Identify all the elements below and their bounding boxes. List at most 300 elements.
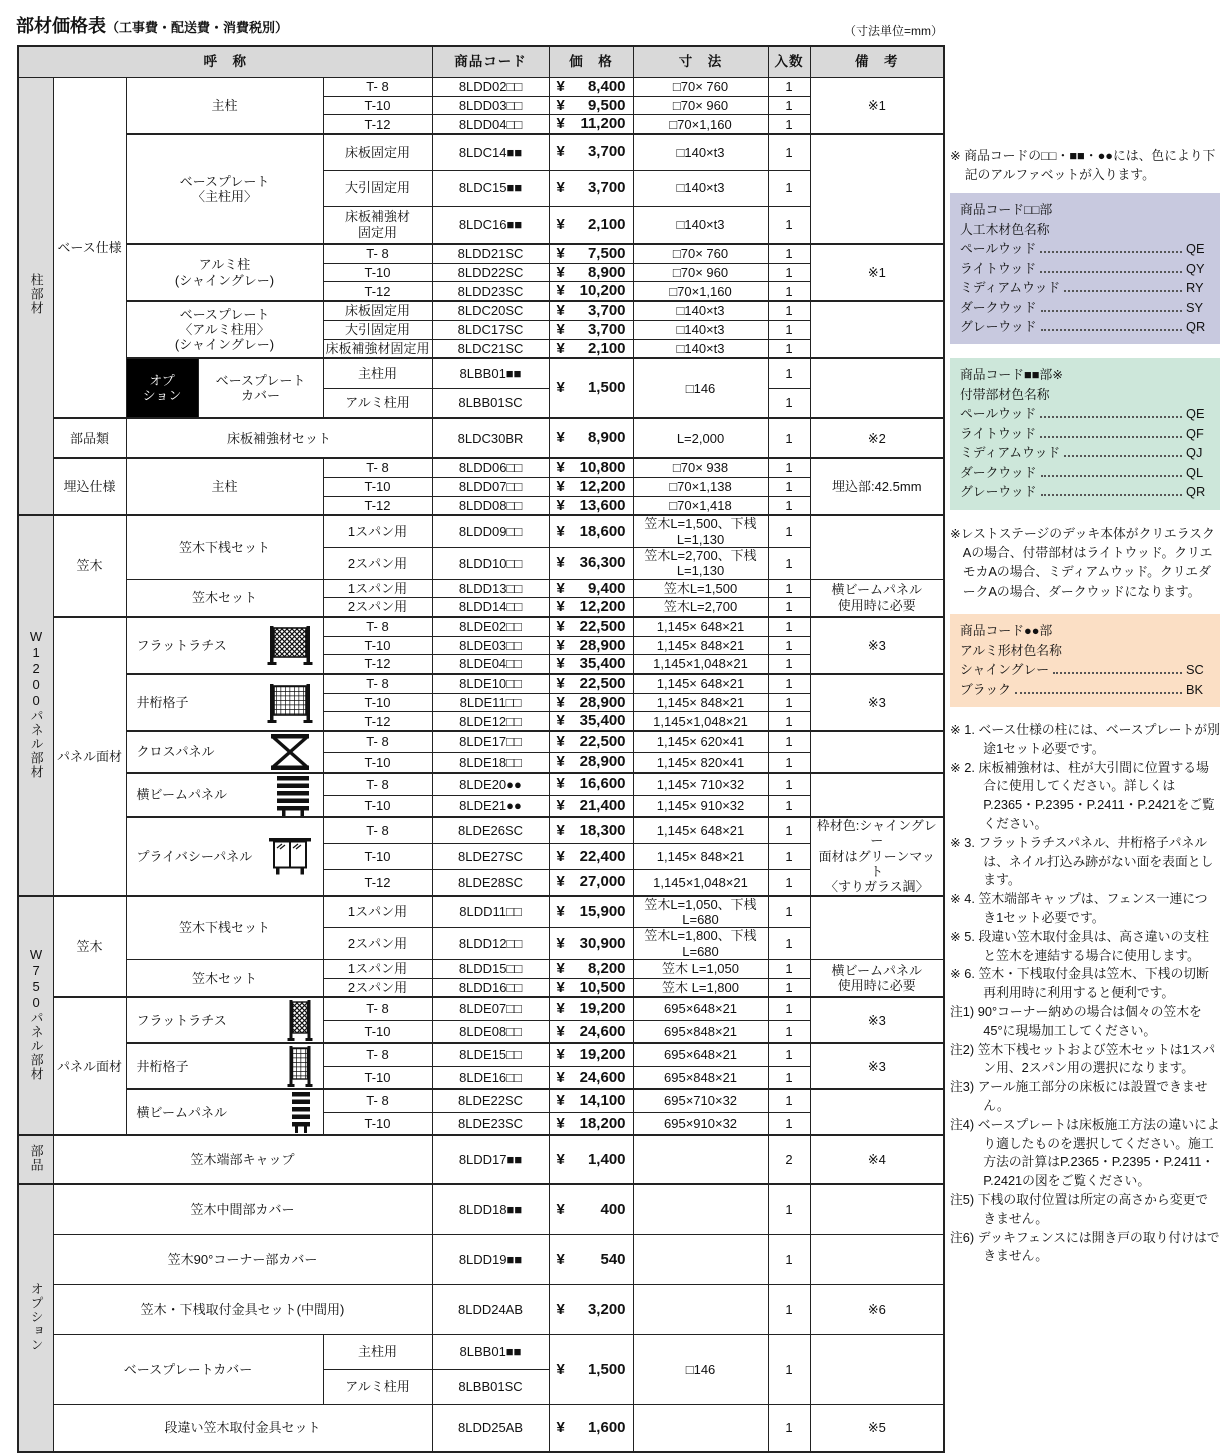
product-code: 8LDE18□□ <box>432 752 549 773</box>
quantity: 1 <box>768 496 810 515</box>
item-name: アルミ柱 (シャイングレー) <box>126 244 323 301</box>
price-value <box>549 1234 633 1284</box>
product-code: 8LDE21●● <box>432 795 549 817</box>
table-cell: 笠木L=1,800、下桟L=680 <box>633 928 768 960</box>
note-label: 注3) <box>950 1079 978 1095</box>
dimensions: L=2,000 <box>633 418 768 458</box>
dimensions: □140×t3 <box>633 339 768 358</box>
quantity: 1 <box>768 1184 810 1234</box>
price-amount: 8,200 <box>587 960 626 978</box>
dimensions <box>633 1135 768 1184</box>
dot-leader <box>1041 310 1182 312</box>
currency-symbol: ¥ <box>556 675 565 692</box>
color-code-row <box>960 298 1210 317</box>
table-row <box>18 1404 944 1452</box>
dimensions: □146 <box>633 1334 768 1404</box>
note-text: 床板補強材は、柱が大引間に位置する場合に使用してください。詳しくはP.2365・P.2395・P.2411・P.2421をご覧ください。 <box>978 759 1215 831</box>
price-amount: 3,700 <box>587 320 626 338</box>
product-code: 8LDE23SC <box>432 1112 549 1135</box>
price-value <box>549 928 633 960</box>
variant-label: T- 8 <box>323 458 432 477</box>
subcategory-label: 笠木 <box>53 896 126 998</box>
dimensions: □70×1,138 <box>633 477 768 496</box>
color-name: ミディアムウッド <box>960 280 1061 296</box>
color-code: QL <box>1186 464 1204 480</box>
item-name <box>126 731 323 773</box>
currency-symbol: ¥ <box>556 179 565 197</box>
panel-name-label: フラットラチス <box>136 637 227 653</box>
item-name <box>126 773 323 817</box>
dot-leader <box>1053 672 1182 674</box>
color-code-row <box>960 482 1210 501</box>
product-code: 8LDD06□□ <box>432 458 549 477</box>
quantity: 1 <box>768 598 810 617</box>
currency-symbol: ¥ <box>556 775 565 793</box>
dimensions: 1,145× 848×21 <box>633 693 768 712</box>
note-text: 笠木下桟セットおよび笠木セットは1スパン用、2スパン用の選択になります。 <box>977 1041 1216 1076</box>
item-name <box>126 817 323 896</box>
product-code: 8LDE07□□ <box>432 997 549 1020</box>
color-name: ダークウッド <box>960 464 1037 480</box>
header-qty: 入数 <box>768 46 810 78</box>
product-code: 8LBB01■■ <box>432 1334 549 1369</box>
price-value <box>549 1404 633 1452</box>
product-code: 8LDD11□□ <box>432 896 549 928</box>
price-amount: 22,500 <box>579 732 626 750</box>
price-amount: 22,500 <box>579 617 626 635</box>
currency-symbol: ¥ <box>556 1046 565 1064</box>
subcategory-label: 部品類 <box>53 418 126 458</box>
item-name: 主柱 <box>126 458 323 515</box>
color-code: RY <box>1186 280 1204 296</box>
currency-symbol: ¥ <box>556 496 565 514</box>
variant-label: アルミ柱用 <box>323 1369 432 1404</box>
price-amount: 18,600 <box>579 522 626 540</box>
price-amount: 1,500 <box>587 1360 626 1378</box>
price-value <box>549 598 633 617</box>
dimensions: 1,145× 620×41 <box>633 731 768 752</box>
beam-panel-icon <box>289 1090 313 1134</box>
quantity: 1 <box>768 674 810 693</box>
variant-label: T- 8 <box>323 731 432 752</box>
remarks: ※6 <box>810 1284 944 1334</box>
product-code: 8LBB01SC <box>432 1369 549 1404</box>
dimensions: □70× 760 <box>633 244 768 263</box>
note-text: 90°コーナー納めの場合は個々の笠木を45°に現場加工してください。 <box>977 1003 1202 1038</box>
variant-label: T- 8 <box>323 773 432 795</box>
price-value <box>549 206 633 244</box>
price-value <box>549 1184 633 1234</box>
category-label <box>18 1184 53 1452</box>
quantity: 1 <box>768 1112 810 1135</box>
price-amount: 30,900 <box>579 934 626 952</box>
price-amount: 11,200 <box>580 115 626 133</box>
price-amount: 35,400 <box>579 712 626 730</box>
quantity: 1 <box>768 1043 810 1066</box>
remarks: 横ビームパネル 使用時に必要 <box>810 960 944 998</box>
subcategory-label: パネル面材 <box>53 997 126 1135</box>
remarks <box>810 731 944 773</box>
price-value <box>549 896 633 928</box>
item-name: 笠木端部キャップ <box>53 1135 432 1184</box>
product-code: 8LDD10□□ <box>432 547 549 579</box>
quantity: 1 <box>768 960 810 979</box>
product-code: 8LDC17SC <box>432 320 549 339</box>
color-code: QR <box>1186 484 1206 500</box>
quantity: 1 <box>768 712 810 731</box>
dimensions: 1,145× 648×21 <box>633 817 768 843</box>
code-note: ※ 商品コードの□□・■■・●●には、色により下記のアルファベットが入ります。 <box>950 148 1216 183</box>
panel-name-label: クロスパネル <box>136 744 215 760</box>
igeta-grid-icon <box>287 1044 313 1088</box>
note-text: 笠木端部キャップは、フェンス一連につき1セット必要です。 <box>978 891 1208 925</box>
product-code: 8LDD22SC <box>432 263 549 282</box>
quantity: 1 <box>768 869 810 895</box>
note-label: 注5) <box>950 1191 978 1207</box>
product-code: 8LDD23SC <box>432 282 549 301</box>
variant-label: 2スパン用 <box>323 598 432 617</box>
currency-symbol: ¥ <box>556 579 565 597</box>
dimensions: 笠木L=1,500 <box>633 579 768 598</box>
price-amount: 540 <box>600 1250 626 1268</box>
remarks: ※4 <box>810 1135 944 1184</box>
dimensions: 1,145× 648×21 <box>633 674 768 693</box>
panel-name-label: フラットラチス <box>136 1012 227 1028</box>
quantity: 1 <box>768 477 810 496</box>
variant-label: T-10 <box>323 1112 432 1135</box>
quantity: 1 <box>768 997 810 1020</box>
legend-subtitle: 人工木材色名称 <box>960 221 1050 237</box>
quantity: 1 <box>768 96 810 115</box>
variant-label: 主柱用 <box>323 358 432 388</box>
color-code-row <box>960 404 1210 423</box>
table-row <box>18 579 944 598</box>
product-code: 8LDE12□□ <box>432 712 549 731</box>
note-text: ベースプレートは床板施工方法の違いにより適したものを選択してください。施工方法の計算はP.2365・P.2395・P.2411・P.2421の図をご覧ください。 <box>977 1116 1220 1189</box>
product-code: 8LDC30BR <box>432 418 549 458</box>
currency-symbol: ¥ <box>556 263 565 281</box>
price-amount: 8,900 <box>587 429 626 447</box>
currency-symbol: ¥ <box>556 1360 565 1378</box>
quantity: 1 <box>768 752 810 773</box>
price-amount: 28,900 <box>579 753 626 771</box>
product-code: 8LDE10□□ <box>432 674 549 693</box>
price-amount: 19,200 <box>579 1000 626 1018</box>
currency-symbol: ¥ <box>556 477 565 495</box>
privacy-panel-icon <box>267 834 313 878</box>
note-item <box>950 1229 1220 1267</box>
table-row <box>18 731 944 752</box>
table-row <box>18 1135 944 1184</box>
currency-symbol: ¥ <box>556 1200 565 1218</box>
dimensions: □70×1,160 <box>633 282 768 301</box>
variant-label: 床板固定用 <box>323 301 432 320</box>
dimensions: 笠木L=2,700 <box>633 598 768 617</box>
dimensions: □70× 938 <box>633 458 768 477</box>
dimensions: 笠木 L=1,800 <box>633 978 768 997</box>
dimensions <box>633 1184 768 1234</box>
price-amount: 21,400 <box>579 796 626 814</box>
table-row <box>18 773 944 795</box>
color-code: QR <box>1186 319 1206 334</box>
product-code: 8LDE17□□ <box>432 731 549 752</box>
vertical-label: W750パネル部材 <box>28 946 44 1081</box>
quantity: 1 <box>768 388 810 418</box>
product-code: 8LDE04□□ <box>432 655 549 674</box>
dimensions <box>633 1404 768 1452</box>
note-text: アール施工部分の床板には設置できません。 <box>977 1079 1208 1113</box>
remarks: ※3 <box>810 1043 944 1089</box>
color-name: ペールウッド <box>960 241 1037 257</box>
variant-label: アルミ柱用 <box>323 388 432 418</box>
note-label: ※ 3. <box>950 834 979 850</box>
price-value <box>549 731 633 752</box>
quantity: 1 <box>768 244 810 263</box>
category-label <box>18 78 53 516</box>
item-name: 笠木セット <box>126 579 323 617</box>
dimensions: □70×1,418 <box>633 496 768 515</box>
panel-name-label: 井桁格子 <box>136 694 189 710</box>
note-item <box>950 721 1220 759</box>
quantity: 1 <box>768 978 810 997</box>
quantity: 1 <box>768 78 810 97</box>
remarks <box>810 896 944 960</box>
currency-symbol: ¥ <box>556 693 565 711</box>
product-code: 8LDE08□□ <box>432 1020 549 1043</box>
quantity: 1 <box>768 206 810 244</box>
quantity: 1 <box>768 773 810 795</box>
color-code: QY <box>1186 260 1205 276</box>
legend-subtitle: 付帯部材色名称 <box>960 386 1050 402</box>
dot-leader <box>1064 455 1182 457</box>
variant-label: 床板補強材 固定用 <box>323 206 432 244</box>
note-item <box>950 1116 1220 1191</box>
remarks: ※3 <box>810 674 944 731</box>
table-header-row <box>18 46 944 78</box>
price-amount: 400 <box>600 1200 626 1218</box>
dimensions: □146 <box>633 358 768 418</box>
variant-label: 主柱用 <box>323 1334 432 1369</box>
price-value <box>549 674 633 693</box>
variant-label: T-10 <box>323 844 432 870</box>
subcategory-label: ベース仕様 <box>53 78 126 419</box>
quantity: 1 <box>768 1334 810 1404</box>
table-row <box>18 617 944 636</box>
note-item <box>950 1041 1220 1079</box>
currency-symbol: ¥ <box>556 1092 565 1110</box>
quantity: 1 <box>768 547 810 579</box>
currency-symbol: ¥ <box>556 732 565 750</box>
variant-label: T-10 <box>323 96 432 115</box>
price-value <box>549 617 633 636</box>
variant-label: T-12 <box>323 869 432 895</box>
remarks: ※3 <box>810 997 944 1043</box>
vertical-label: 柱部材 <box>28 273 44 316</box>
note-text: 笠木・下桟取付金具は笠木、下桟の切断再利用時に利用すると便利です。 <box>978 966 1209 1001</box>
product-code: 8LBB01SC <box>432 388 549 418</box>
dot-leader <box>1040 436 1182 438</box>
variant-label: T-12 <box>323 115 432 134</box>
price-value <box>549 496 633 515</box>
page-title-main: 部材価格表 <box>16 16 106 36</box>
product-code: 8LDE26SC <box>432 817 549 843</box>
price-value <box>549 115 633 134</box>
price-amount: 8,400 <box>587 78 626 95</box>
dot-leader <box>1015 692 1182 694</box>
price-amount: 24,600 <box>579 1022 626 1040</box>
variant-label: T-10 <box>323 1020 432 1043</box>
price-value <box>549 1089 633 1112</box>
product-code: 8LDD07□□ <box>432 477 549 496</box>
variant-label: T-10 <box>323 795 432 817</box>
quantity: 1 <box>768 844 810 870</box>
table-row <box>18 244 944 263</box>
price-value <box>549 997 633 1020</box>
currency-symbol: ¥ <box>556 934 565 952</box>
table-row <box>18 674 944 693</box>
variant-label: 床板補強材固定用 <box>323 339 432 358</box>
table-row <box>18 997 944 1020</box>
dimensions <box>633 1234 768 1284</box>
product-code: 8LDC20SC <box>432 301 549 320</box>
price-value <box>549 1043 633 1066</box>
variant-label: T-10 <box>323 636 432 655</box>
price-amount: 22,400 <box>579 847 626 865</box>
note-label: ※ 6. <box>950 966 979 982</box>
header-price: 価 格 <box>549 46 633 78</box>
product-code: 8LDC15■■ <box>432 170 549 206</box>
vertical-label: 部品 <box>28 1144 44 1173</box>
quantity: 1 <box>768 1020 810 1043</box>
currency-symbol: ¥ <box>556 320 565 338</box>
price-value <box>549 579 633 598</box>
color-code-row <box>960 317 1210 336</box>
dimensions: 笠木 L=1,050 <box>633 960 768 979</box>
price-amount: 7,500 <box>587 245 626 263</box>
legend-items <box>960 660 1210 699</box>
table-row <box>18 817 944 843</box>
price-amount: 12,200 <box>579 477 626 495</box>
product-code: 8LDD14□□ <box>432 598 549 617</box>
remarks: ※3 <box>810 617 944 674</box>
table-row <box>18 458 944 477</box>
product-code: 8LDD21SC <box>432 244 549 263</box>
color-code: BK <box>1186 681 1204 697</box>
vertical-label: W1200パネル部材 <box>28 628 44 779</box>
currency-symbol: ¥ <box>556 215 565 233</box>
color-code: SC <box>1186 662 1204 678</box>
price-value <box>549 655 633 674</box>
dimensions <box>633 1284 768 1334</box>
currency-symbol: ¥ <box>556 753 565 771</box>
note-label: 注4) <box>950 1116 978 1132</box>
item-name: 主柱 <box>126 78 323 135</box>
item-name <box>126 617 323 674</box>
legend-title: 商品コード□□部 <box>960 202 1053 218</box>
currency-symbol: ¥ <box>556 960 565 978</box>
price-value <box>549 960 633 979</box>
legend-aluminum-colors <box>950 614 1220 707</box>
price-value <box>549 458 633 477</box>
price-amount: 8,900 <box>587 263 626 281</box>
price-value <box>549 244 633 263</box>
color-code-row <box>960 443 1210 462</box>
note-item <box>950 1191 1220 1229</box>
product-code: 8LDD09□□ <box>432 515 549 547</box>
color-code: QJ <box>1186 445 1203 461</box>
subcategory-label: 埋込仕様 <box>53 458 126 515</box>
price-value <box>549 712 633 731</box>
quantity: 1 <box>768 320 810 339</box>
currency-symbol: ¥ <box>556 1000 565 1018</box>
dimensions: 1,145× 648×21 <box>633 617 768 636</box>
currency-symbol: ¥ <box>556 847 565 865</box>
note-text: ベース仕様の柱には、ベースプレートが別途1セット必要です。 <box>978 722 1220 756</box>
product-code: 8LDE02□□ <box>432 617 549 636</box>
quantity: 1 <box>768 1284 810 1334</box>
currency-symbol: ¥ <box>556 873 565 891</box>
product-code: 8LDE22SC <box>432 1089 549 1112</box>
quantity: 1 <box>768 1404 810 1452</box>
dimensions: 1,145× 848×21 <box>633 844 768 870</box>
price-amount: 10,800 <box>579 459 626 477</box>
price-amount: 1,400 <box>587 1151 626 1169</box>
variant-label: T- 8 <box>323 617 432 636</box>
price-value <box>549 1334 633 1404</box>
color-name: ミディアムウッド <box>960 445 1061 461</box>
price-value <box>549 773 633 795</box>
quantity: 1 <box>768 263 810 282</box>
currency-symbol: ¥ <box>556 712 565 730</box>
color-code-row <box>960 680 1210 699</box>
currency-symbol: ¥ <box>556 245 565 263</box>
rest-stage-note: ※レストステージのデッキ本体がクリエラスクAの場合、付帯部材はライトウッド。クリエモカAの場合、ミディアムウッド。クリエダークAの場合、ダークウッドになります。 <box>950 525 1215 599</box>
currency-symbol: ¥ <box>556 1300 565 1318</box>
product-code: 8LDD16□□ <box>432 978 549 997</box>
table-cell: 笠木L=1,500、下桟L=1,130 <box>633 515 768 547</box>
variant-label: 1スパン用 <box>323 896 432 928</box>
currency-symbol: ¥ <box>556 903 565 921</box>
quantity: 1 <box>768 418 810 458</box>
item-name: 笠木下桟セット <box>126 515 323 579</box>
price-value <box>549 636 633 655</box>
table-row <box>18 358 944 388</box>
product-code: 8LDD12□□ <box>432 928 549 960</box>
variant-label: 1スパン用 <box>323 515 432 547</box>
price-value <box>549 1066 633 1089</box>
color-code: QE <box>1186 241 1205 257</box>
table-row <box>18 1334 944 1369</box>
price-value <box>549 869 633 895</box>
currency-symbol: ¥ <box>556 1068 565 1086</box>
option-tag: オプ ション <box>126 358 198 418</box>
price-amount: 3,200 <box>587 1300 626 1318</box>
currency-symbol: ¥ <box>556 554 565 572</box>
dot-leader <box>1040 251 1182 253</box>
note-item <box>950 890 1220 928</box>
variant-label: T- 8 <box>323 1089 432 1112</box>
note-label: ※ 2. <box>950 759 979 775</box>
price-value <box>549 1284 633 1334</box>
header-code: 商品コード <box>432 46 549 78</box>
color-code-row <box>960 259 1210 278</box>
legend-subtitle: アルミ形材色名称 <box>960 642 1062 658</box>
currency-symbol: ¥ <box>556 598 565 616</box>
item-name <box>126 674 323 731</box>
dimensions: □140×t3 <box>633 206 768 244</box>
item-name: 笠木・下桟取付金具セット(中間用) <box>53 1284 432 1334</box>
quantity: 1 <box>768 579 810 598</box>
